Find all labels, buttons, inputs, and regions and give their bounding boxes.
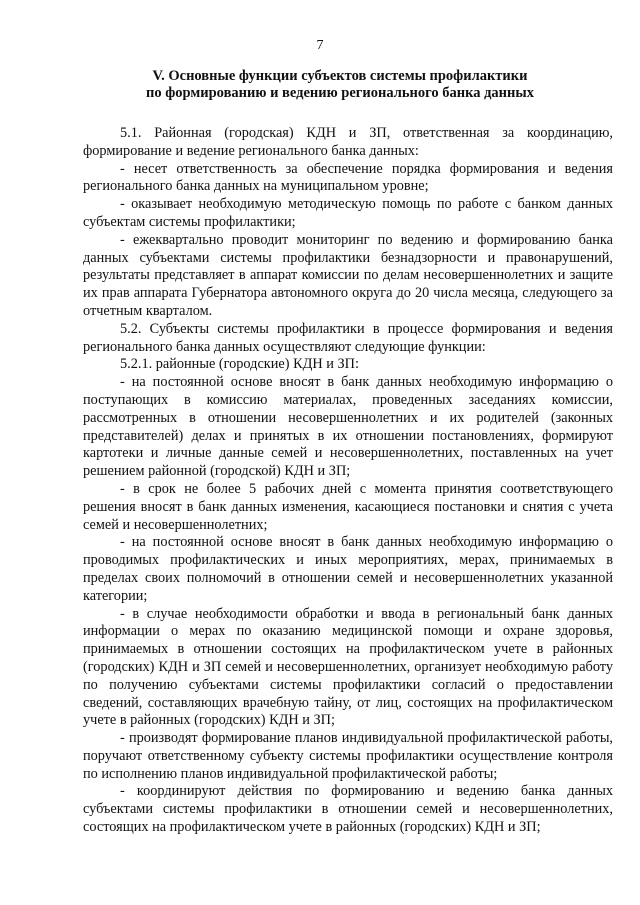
paragraph: - в срок не более 5 рабочих дней с момента принятия соответствующего решения вносят в банк данных изменения, касающиеся постановки и снятия с учета семей и несовершеннолетних;: [83, 480, 613, 533]
paragraph: - несет ответственность за обеспечение порядка формирования и ведения регионального банка данных на муниципальном уровне;: [83, 160, 613, 195]
paragraph: - ежеквартально проводит мониторинг по ведению и формированию банка данных субъектами системы профилактики безнадзорности и правонарушений, результаты представляет в аппарат комиссии по делам несовершеннолетних и защите их прав аппарата Губернатора автономного округа до 20 числа месяца, следующего за отчетным кварталом.: [83, 231, 613, 319]
paragraph: 5.1. Районная (городская) КДН и ЗП, ответственная за координацию, формирование и ведение регионального банка данных:: [83, 125, 613, 159]
paragraph: - на постоянной основе вносят в банк данных необходимую информацию о поступающих в комиссию материалах, проведенных заседаниях комиссии, рассмотренных в отношении несовершеннолетних и их родителей (законных представителей) делах и принятых в их отношении постановлениях, формируют картотеки и личные данные семей и несовершеннолетних, поставленных на учет решением районной (городской) КДН и ЗП;: [83, 374, 613, 480]
section-heading: [60, 68, 620, 102]
paragraph: - оказывает необходимую методическую помощь по работе с банком данных субъектам системы профилактики;: [83, 196, 613, 230]
paragraph: 5.2. Субъекты системы профилактики в процессе формирования и ведения регионального банка данных осуществляют следующие функции:: [83, 320, 613, 355]
paragraph: - производят формирование планов индивидуальной профилактической работы, поручают ответственному субъекту системы профилактики осуществление контроля по исполнению планов индивидуальной профилактической работы;: [83, 730, 613, 782]
paragraph: - на постоянной основе вносят в банк данных необходимую информацию о проводимых профилактических и иных мероприятиях, мерах, принимаемых в пределах своих полномочий в отношении семей и несовершеннолетних указанной категории;: [83, 534, 613, 604]
paragraph: - координируют действия по формированию и ведению банка данных субъектами системы профилактики в отношении семей и несовершеннолетних, состоящих на профилактическом учете в районных (городских) КДН и ЗП;: [83, 783, 613, 836]
section-heading-line: по формированию и ведению регионального банка данных: [146, 85, 534, 101]
paragraph: 5.2.1. районные (городские) КДН и ЗП:: [120, 356, 359, 373]
body-text: [83, 125, 613, 837]
section-heading-line: V. Основные функции субъектов системы профилактики: [152, 68, 528, 84]
page-number: 7: [316, 38, 324, 53]
paragraph: - в случае необходимости обработки и ввода в региональный банк данных информации о мерах по оказанию медицинской помощи и охране здоровья, принимаемых в отношении состоящих на профилактическом учете в районных (городских) КДН и ЗП семей и несовершеннолетних, организует необходимую работу по получению субъектами системы профилактики согласий о предоставлении сведений, составляющих врачебную тайну, от лиц, состоящих на профилактическом учете в районных (городских) КДН и ЗП;: [83, 605, 613, 729]
